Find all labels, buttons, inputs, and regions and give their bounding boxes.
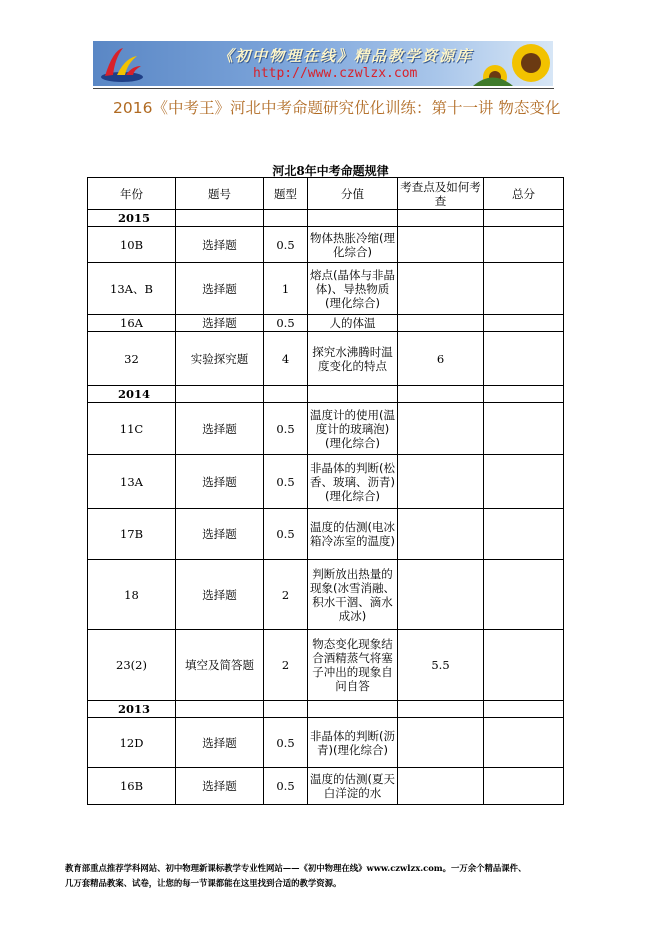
- logo-icon: [99, 44, 145, 84]
- question-type-cell: 选择题: [176, 455, 264, 509]
- score-cell: 0.5: [264, 509, 308, 560]
- year-row: [88, 386, 564, 403]
- footer-line-1: 教育部重点推荐学科网站、初中物理新课标教学专业性网站——《初中物理在线》www.czwlzx.com。一万余个精品课件、: [65, 863, 527, 873]
- question-type-cell: 选择题: [176, 227, 264, 263]
- table-row: [88, 263, 564, 315]
- test-point-cell: 人的体温: [308, 315, 398, 332]
- header-question-number: 题号: [176, 178, 264, 210]
- banner-url: http://www.czwlzx.com: [253, 66, 418, 81]
- question-type-cell: 选择题: [176, 509, 264, 560]
- header-year: 年份: [88, 178, 176, 210]
- footer-line-2: 几万套精品教案、试卷，让您的每一节课都能在这里找到合适的教学资源。: [65, 878, 342, 888]
- total-score-cell: [398, 768, 484, 805]
- year-cell: 2015: [88, 210, 176, 227]
- total-score-cell: [398, 263, 484, 315]
- total-cell: [484, 718, 564, 768]
- test-point-cell: 熔点(晶体与非晶体)、导热物质(理化综合): [308, 263, 398, 315]
- table-row: [88, 403, 564, 455]
- total-cell: [484, 315, 564, 332]
- question-number-cell: 11C: [88, 403, 176, 455]
- question-type-cell: 填空及简答题: [176, 630, 264, 701]
- total-score-cell: [398, 403, 484, 455]
- question-number-cell: 23(2): [88, 630, 176, 701]
- total-score-cell: 5.5: [398, 630, 484, 701]
- table-row: [88, 227, 564, 263]
- question-number-cell: 16A: [88, 315, 176, 332]
- score-cell: 2: [264, 560, 308, 630]
- year-cell: 2014: [88, 386, 176, 403]
- question-type-cell: 选择题: [176, 560, 264, 630]
- year-row: [88, 701, 564, 718]
- header-question-type: 题型: [264, 178, 308, 210]
- question-type-cell: 选择题: [176, 768, 264, 805]
- header-test-point: 考查点及如何考查: [398, 178, 484, 210]
- table-row: [88, 315, 564, 332]
- banner-title: 《初中物理在线》精品教学资源库: [218, 47, 474, 65]
- total-score-cell: [398, 718, 484, 768]
- question-type-cell: 选择题: [176, 403, 264, 455]
- score-cell: 0.5: [264, 315, 308, 332]
- test-point-cell: 温度的估测(电冰箱冷冻室的温度): [308, 509, 398, 560]
- score-cell: 0.5: [264, 403, 308, 455]
- question-number-cell: 18: [88, 560, 176, 630]
- score-cell: 0.5: [264, 768, 308, 805]
- question-number-cell: 17B: [88, 509, 176, 560]
- question-type-cell: 选择题: [176, 315, 264, 332]
- total-cell: [484, 509, 564, 560]
- table-caption: 河北8年中考命题规律: [272, 164, 389, 178]
- score-cell: 1: [264, 263, 308, 315]
- test-point-cell: 非晶体的判断(沥青)(理化综合): [308, 718, 398, 768]
- test-point-cell: 探究水沸腾时温度变化的特点: [308, 332, 398, 386]
- total-cell: [484, 630, 564, 701]
- year-cell: 2013: [88, 701, 176, 718]
- question-number-cell: 13A、B: [88, 263, 176, 315]
- total-score-cell: [398, 560, 484, 630]
- question-number-cell: 13A: [88, 455, 176, 509]
- header-score: 分值: [308, 178, 398, 210]
- page-title: 2016《中考王》河北中考命题研究优化训练：第十一讲 物态变化: [113, 99, 561, 117]
- sunflower-icon: [473, 41, 553, 86]
- total-score-cell: 6: [398, 332, 484, 386]
- score-cell: 0.5: [264, 455, 308, 509]
- year-row: [88, 210, 564, 227]
- total-score-cell: [398, 455, 484, 509]
- test-point-cell: 判断放出热量的现象(冰雪消融、积水干涸、滴水成冰): [308, 560, 398, 630]
- score-cell: 2: [264, 630, 308, 701]
- test-point-cell: 物态变化现象结合酒精蒸气将塞子冲出的现象自问自答: [308, 630, 398, 701]
- header-divider: [93, 88, 554, 89]
- score-cell: 0.5: [264, 718, 308, 768]
- exam-pattern-table: [87, 177, 564, 805]
- question-type-cell: 实验探究题: [176, 332, 264, 386]
- score-cell: 4: [264, 332, 308, 386]
- total-cell: [484, 455, 564, 509]
- test-point-cell: 非晶体的判断(松香、玻璃、沥青)(理化综合): [308, 455, 398, 509]
- table-row: [88, 455, 564, 509]
- question-number-cell: 16B: [88, 768, 176, 805]
- question-type-cell: 选择题: [176, 718, 264, 768]
- footer-note: [65, 861, 625, 891]
- test-point-cell: 温度的估测(夏天白洋淀的水: [308, 768, 398, 805]
- question-number-cell: 32: [88, 332, 176, 386]
- table-row: [88, 768, 564, 805]
- table-row: [88, 560, 564, 630]
- total-score-cell: [398, 509, 484, 560]
- score-cell: 0.5: [264, 227, 308, 263]
- table-row: [88, 332, 564, 386]
- table-row: [88, 509, 564, 560]
- total-cell: [484, 332, 564, 386]
- table-row: [88, 718, 564, 768]
- total-cell: [484, 227, 564, 263]
- table-row: [88, 630, 564, 701]
- question-number-cell: 12D: [88, 718, 176, 768]
- total-cell: [484, 263, 564, 315]
- total-cell: [484, 560, 564, 630]
- test-point-cell: 温度计的使用(温度计的玻璃泡)(理化综合): [308, 403, 398, 455]
- test-point-cell: 物体热胀冷缩(理化综合): [308, 227, 398, 263]
- header-banner: [93, 41, 553, 86]
- question-type-cell: 选择题: [176, 263, 264, 315]
- total-cell: [484, 768, 564, 805]
- question-number-cell: 10B: [88, 227, 176, 263]
- total-score-cell: [398, 227, 484, 263]
- total-cell: [484, 403, 564, 455]
- header-total: 总分: [484, 178, 564, 210]
- total-score-cell: [398, 315, 484, 332]
